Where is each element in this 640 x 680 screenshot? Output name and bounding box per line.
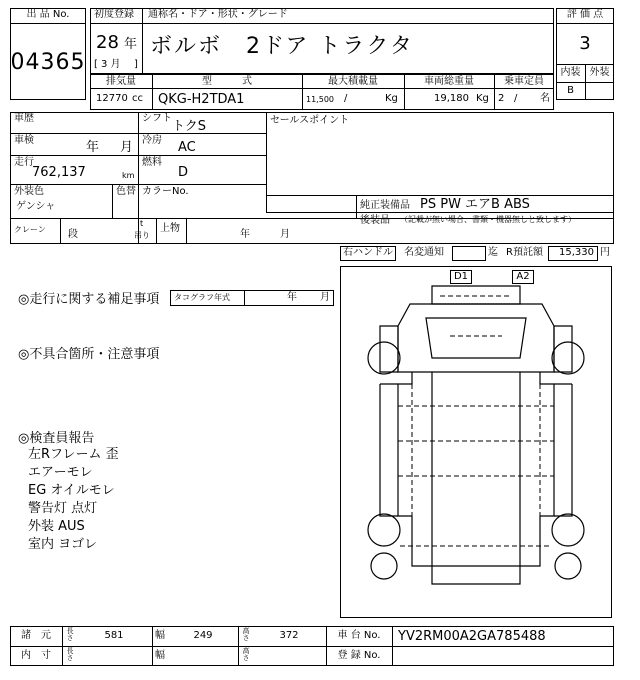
reg-month: 3 月 xyxy=(101,59,121,70)
length-value: 581 xyxy=(104,630,124,641)
recycle-label: R預託額 xyxy=(506,247,543,258)
color-change-label: 色替 xyxy=(116,186,136,197)
driving-notes-label: ◎走行に関する補足事項 xyxy=(18,292,160,307)
mileage-unit: km xyxy=(122,171,135,180)
inspector-line: エアーモレ xyxy=(28,465,93,480)
inspector-line: 室内 ヨゴレ xyxy=(28,537,98,552)
max-load-unit: Kg xyxy=(385,93,398,104)
deck-year-unit: 年 xyxy=(240,229,250,240)
gross-weight-label: 車両総重量 xyxy=(424,76,474,87)
equipment-value: PS PW エアB ABS xyxy=(420,197,530,212)
max-load-label: 最大積載量 xyxy=(328,76,378,87)
length-label: 長さ xyxy=(66,627,74,642)
inspector-line: EG オイルモレ xyxy=(28,483,115,498)
crane-hang-label: 吊り xyxy=(134,231,150,240)
inspection-year-unit: 年 xyxy=(86,140,100,155)
lot-number: 04365 xyxy=(10,50,86,75)
width-value: 249 xyxy=(193,630,213,641)
reg-year: 28 xyxy=(96,32,119,53)
truck-outline xyxy=(340,266,612,618)
chassis-value: YV2RM00A2GA785488 xyxy=(398,629,546,644)
exterior-label: 外装 xyxy=(589,67,610,78)
max-load-value: 11,500 xyxy=(306,95,334,104)
reg-year-unit: 年 xyxy=(124,37,138,52)
color-no-label: カラーNo. xyxy=(142,186,189,197)
details-box xyxy=(10,112,614,244)
fuel-label: 燃料 xyxy=(142,157,162,168)
ac-value: AC xyxy=(178,140,196,155)
aftermarket-note: （記載が無い場合、書類・機器無しと致します） xyxy=(400,215,576,224)
chassis-label: 車 台 No. xyxy=(337,630,381,641)
width-label: 幅 xyxy=(155,630,165,641)
ext-color-label: 外装色 xyxy=(14,186,44,197)
tachograph-label: タコグラフ年式 xyxy=(174,293,230,302)
capacity-unit: 名 xyxy=(540,93,550,104)
car-name: ボルボ 2ドア トラクタ xyxy=(150,34,414,59)
capacity-value: 2 xyxy=(498,93,505,104)
mileage-value: 762,137 xyxy=(32,165,86,180)
crane-label: クレーン xyxy=(14,225,46,234)
crane-stage-unit: 段 xyxy=(68,229,78,240)
height-value: 372 xyxy=(279,630,299,641)
history-label: 車歴 xyxy=(14,113,34,124)
recycle-unit: 円 xyxy=(600,247,610,258)
inner-length-label: 長さ xyxy=(66,647,74,662)
score-label: 評 価 点 xyxy=(566,9,604,20)
mileage-label: 走行 xyxy=(14,157,34,168)
capacity-sep: / xyxy=(514,93,518,104)
dims-label: 諸 元 xyxy=(21,630,51,641)
inspector-line: 外装 AUS xyxy=(28,519,85,534)
inspector-line: 左Rフレーム 歪 xyxy=(28,447,119,462)
displacement-unit: cc xyxy=(132,93,143,104)
inspector-label: ◎検査員報告 xyxy=(18,431,95,446)
gross-weight-unit: Kg xyxy=(476,93,489,104)
name-label: 通称名・ドア・形状・グレード xyxy=(148,9,288,20)
inspector-line: 警告灯 点灯 xyxy=(28,501,98,516)
capacity-label: 乗車定員 xyxy=(504,76,544,87)
score-value: 3 xyxy=(579,33,591,54)
first-reg-label: 初度登録 xyxy=(94,9,134,20)
displacement-value: 12770 xyxy=(96,93,128,104)
interior-label: 内装 xyxy=(560,67,581,78)
crane-ton-unit: t xyxy=(140,219,144,228)
model-value: QKG-H2TDA1 xyxy=(158,92,245,107)
max-load-sep: / xyxy=(344,93,348,104)
inspection-month-unit: 月 xyxy=(120,140,134,155)
lot-label: 出 品 No. xyxy=(26,9,70,20)
recycle-value: 15,330 xyxy=(559,247,594,258)
selling-points-label: セールスポイント xyxy=(270,115,350,126)
gross-weight-value: 19,180 xyxy=(434,93,469,104)
fuel-value: D xyxy=(178,165,189,180)
inner-dims-label: 内 寸 xyxy=(21,650,51,661)
ext-color-value: ゲンシャ xyxy=(16,201,56,212)
deck-label: 上物 xyxy=(160,223,180,234)
ac-label: 冷房 xyxy=(142,135,162,146)
height-label: 高さ xyxy=(242,627,250,642)
model-label: 型 式 xyxy=(202,76,252,87)
damage-mark-label: D1 xyxy=(453,271,469,282)
inspection-label: 車検 xyxy=(14,135,34,146)
name-change-label: 名変通知 xyxy=(404,247,444,258)
reg-no-label: 登 録 No. xyxy=(337,650,381,661)
equipment-label: 純正装備品 xyxy=(360,200,410,211)
inner-width-label: 幅 xyxy=(155,650,165,661)
right-hand-label: 右ハンドル xyxy=(343,247,393,258)
defects-label: ◎不具合箇所・注意事項 xyxy=(18,347,160,362)
aftermarket-label: 後装品 xyxy=(360,215,390,226)
tacho-year-unit: 年 xyxy=(287,292,297,303)
displacement-label: 排気量 xyxy=(106,76,136,87)
deck-month-unit: 月 xyxy=(280,229,290,240)
rebate-label: 迄 xyxy=(488,247,498,258)
tacho-month-unit: 月 xyxy=(320,292,330,303)
inner-height-label: 高さ xyxy=(242,647,250,662)
damage-mark-label: A2 xyxy=(516,271,530,282)
shift-label: シフト xyxy=(142,113,172,124)
shift-value: トクS xyxy=(172,119,206,134)
name-change-box xyxy=(452,246,486,261)
interior-score: B xyxy=(567,85,574,96)
